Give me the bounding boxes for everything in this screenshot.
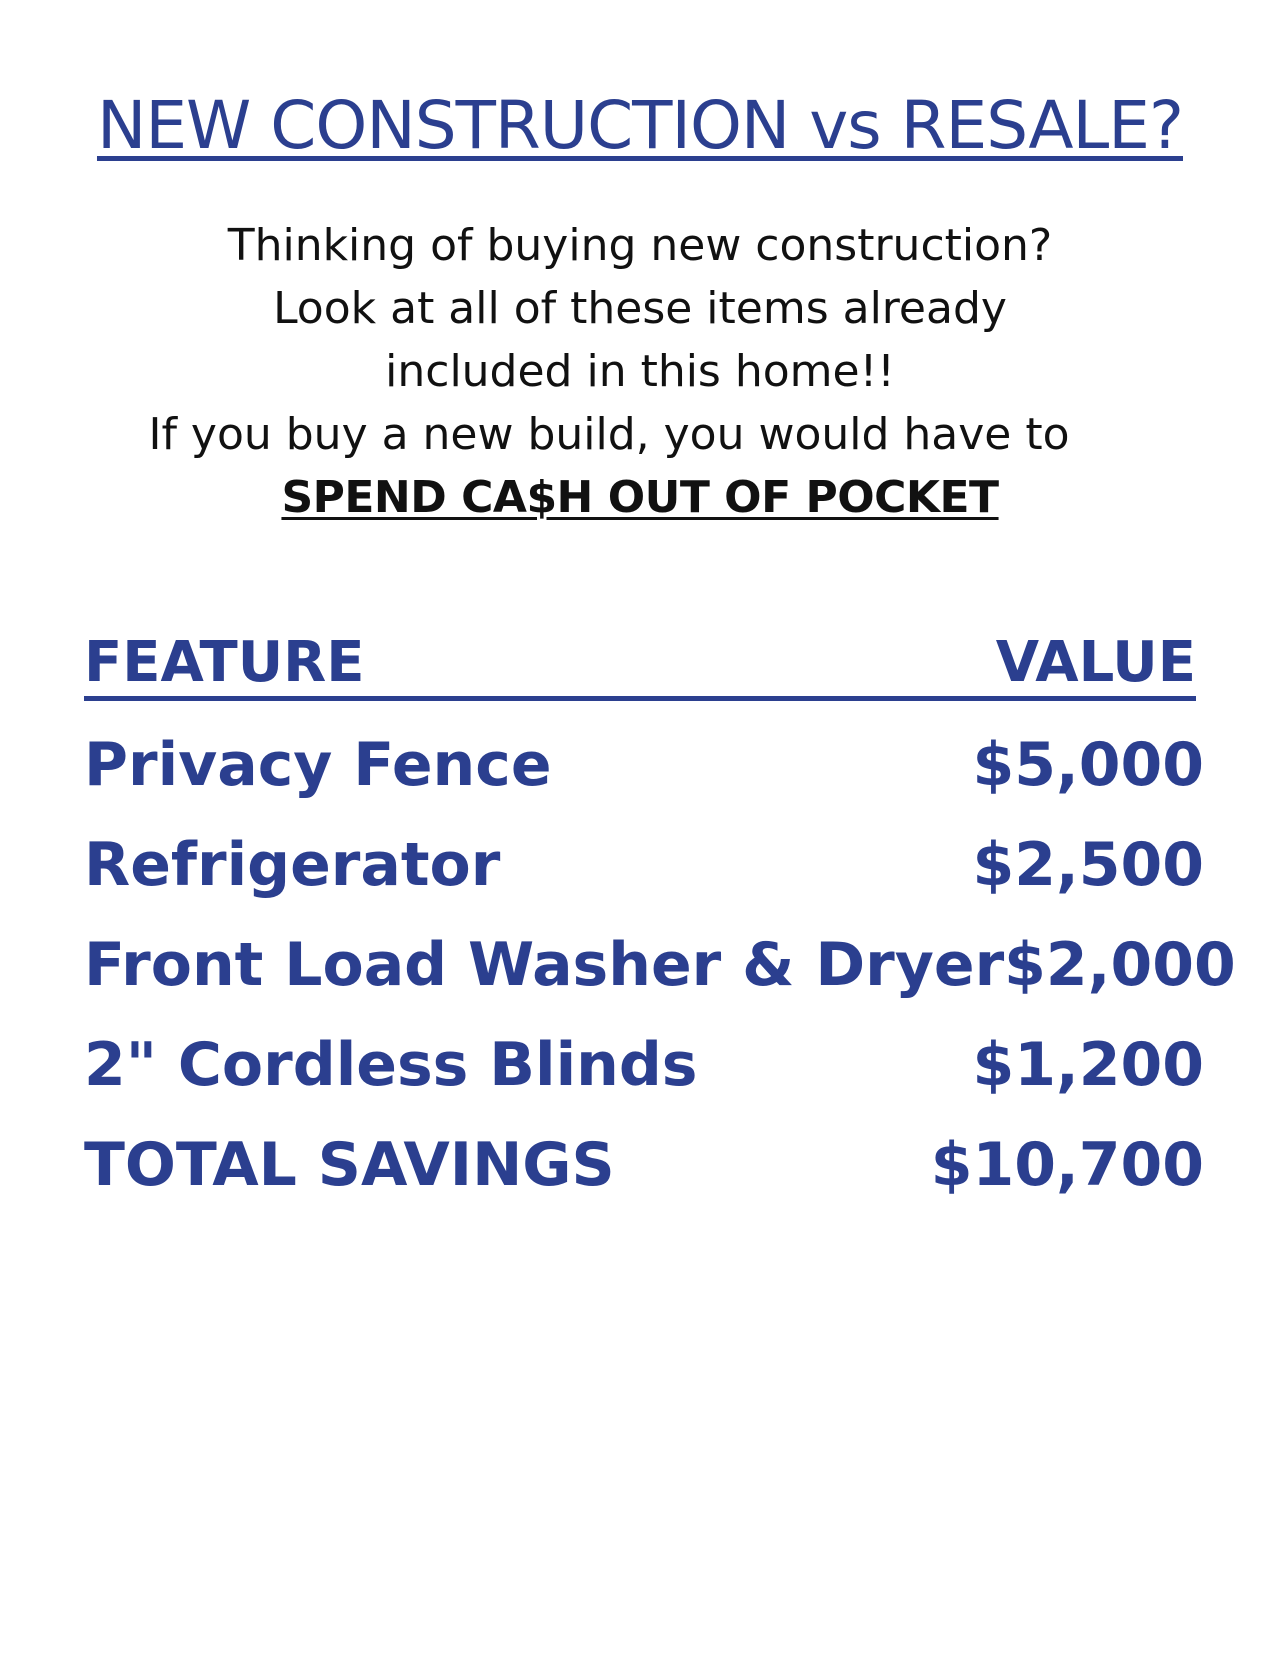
intro-line-4: If you buy a new build, you would have to xyxy=(148,409,1070,460)
total-row xyxy=(84,1115,1204,1215)
table-row xyxy=(84,915,1236,1015)
feature-name: Refrigerator xyxy=(84,830,501,900)
table-header xyxy=(84,630,1196,701)
spend-cash-callout: SPEND CA$H OUT OF POCKET xyxy=(281,472,999,523)
feature-value: $2,000 xyxy=(1004,930,1236,1000)
intro-line-2: Look at all of these items already xyxy=(273,283,1007,334)
page-title-text: NEW CONSTRUCTION vs RESALE? xyxy=(96,87,1183,164)
intro-line-3: included in this home!! xyxy=(385,346,895,397)
feature-name: Privacy Fence xyxy=(84,730,552,800)
total-value: $10,700 xyxy=(930,1130,1204,1200)
table-row xyxy=(84,715,1204,815)
header-value: VALUE xyxy=(995,630,1196,695)
page-title xyxy=(0,86,1280,166)
intro-text xyxy=(0,214,1280,529)
total-label: TOTAL SAVINGS xyxy=(84,1130,615,1200)
feature-value-table xyxy=(84,630,1236,1215)
feature-value: $2,500 xyxy=(972,830,1204,900)
table-row xyxy=(84,815,1204,915)
header-feature: FEATURE xyxy=(84,630,365,695)
feature-name: Front Load Washer & Dryer xyxy=(84,930,1005,1000)
intro-line-1: Thinking of buying new construction? xyxy=(227,220,1053,271)
feature-name: 2" Cordless Blinds xyxy=(84,1030,698,1100)
table-row xyxy=(84,1015,1204,1115)
feature-value: $1,200 xyxy=(972,1030,1204,1100)
feature-value: $5,000 xyxy=(972,730,1204,800)
